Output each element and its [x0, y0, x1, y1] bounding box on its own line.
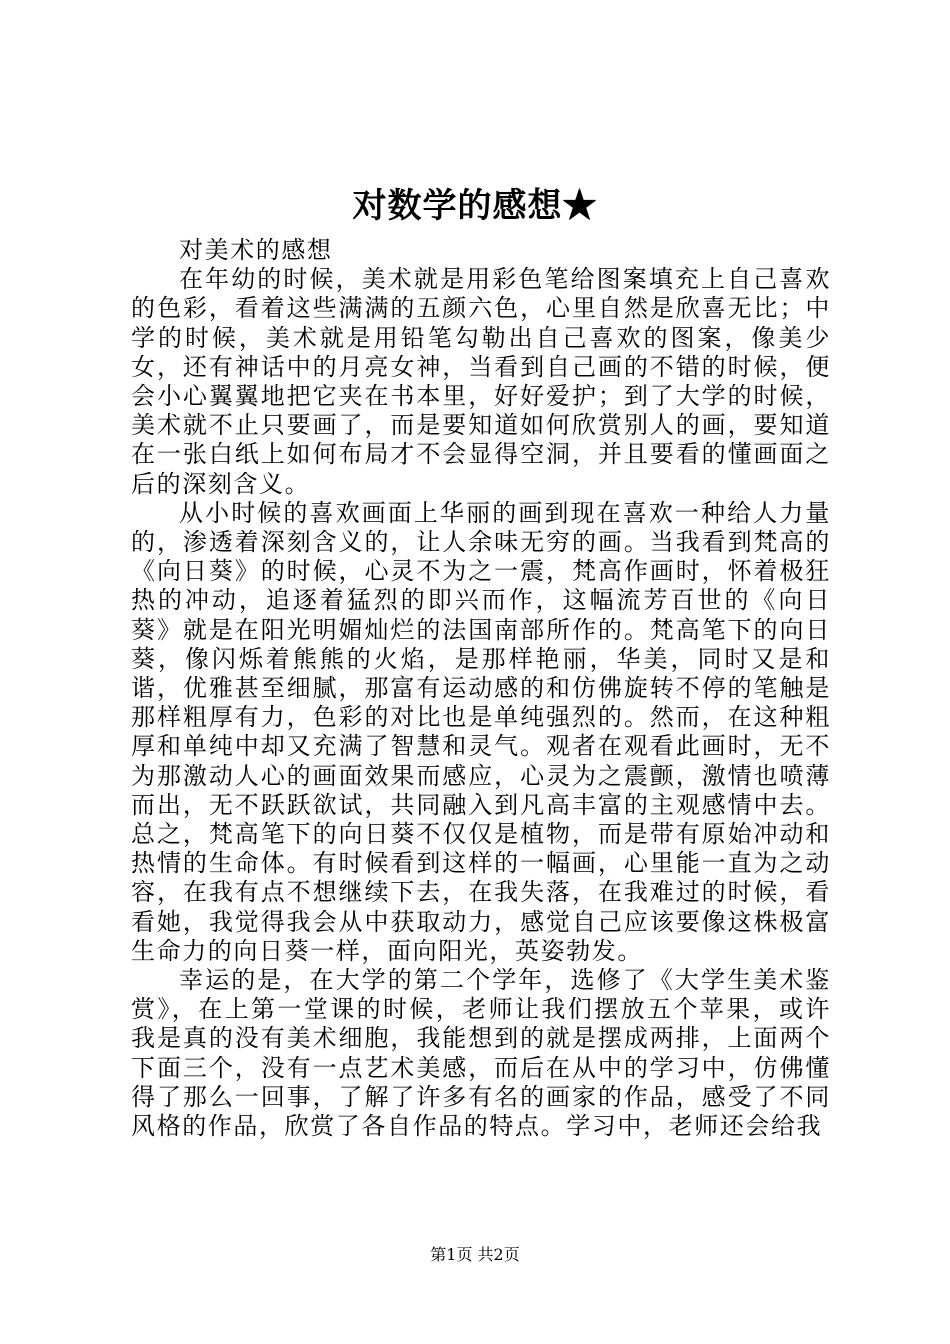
body-paragraph: 从小时候的喜欢画面上华丽的画到现在喜欢一种给人力量的，渗透着深刻含义的，让人余味无穷的画。当我看到梵高的《向日葵》的时候，心灵不为之一震，梵高作画时，怀着极狂热的冲动，追逐着猛烈的即兴而作，这幅流芳百世的《向日葵》就是在阳光明媚灿烂的法国南部所作的。梵高笔下的向日葵，像闪烁着熊熊的火焰，是那样艳丽，华美，同时又是和谐，优雅甚至细腻，那富有运动感的和仿佛旋转不停的笔触是那样粗厚有力，色彩的对比也是单纯强烈的。然而，在这种粗厚和单纯中却又充满了智慧和灵气。观者在观看此画时，无不为那激动人心的画面效果而感应，心灵为之震颤，激情也喷薄而出，无不跃跃欲试，共同融入到凡高丰富的主观感情中去。总之，梵高笔下的向日葵不仅仅是植物，而是带有原始冲动和热情的生命体。有时候看到这样的一幅画，心里能一直为之动容，在我有点不想继续下去，在我失落，在我难过的时候，看看她，我觉得我会从中获取动力，感觉自己应该要像这株极富生命力的向日葵一样，面向阳光，英姿勃发。 — [131, 498, 831, 965]
body-paragraph: 在年幼的时候，美术就是用彩色笔给图案填充上自己喜欢的色彩，看着这些满满的五颜六色，心里自然是欣喜无比；中学的时候，美术就是用铅笔勾勒出自己喜欢的图案，像美少女，还有神话中的月亮女神，当看到自己画的不错的时候，便会小心翼翼地把它夹在书本里，好好爱护；到了大学的时候，美术就不止只要画了，而是要知道如何欣赏别人的画，要知道在一张白纸上如何布局才不会显得空洞，并且要看的懂画面之后的深刻含义。 — [131, 265, 831, 498]
page-number-footer: 第1页 共2页 — [430, 1245, 520, 1264]
document-title: 对数学的感想★ — [352, 186, 598, 226]
document-body — [131, 236, 831, 1141]
subtitle-paragraph: 对美术的感想 — [179, 236, 333, 264]
body-paragraph: 幸运的是，在大学的第二个学年，选修了《大学生美术鉴赏》，在上第一堂课的时候，老师让我们摆放五个苹果，或许我是真的没有美术细胞，我能想到的就是摆成两排，上面两个下面三个，没有一点艺术美感，而后在从中的学习中，仿佛懂得了那么一回事，了解了许多有名的画家的作品，感受了不同风格的作品，欣赏了各自作品的特点。学习中，老师还会给我 — [131, 966, 831, 1141]
